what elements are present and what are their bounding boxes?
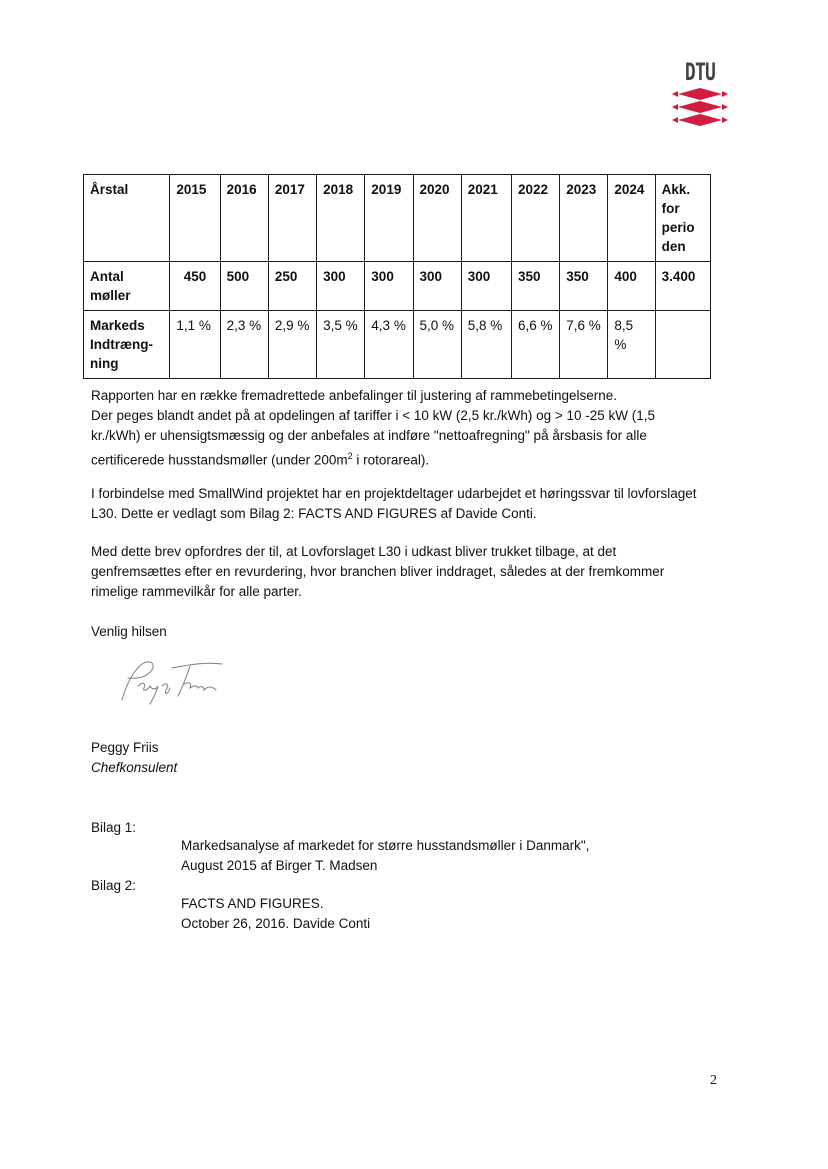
signer-name: Peggy Friis	[91, 740, 159, 755]
superscript: 2	[347, 451, 353, 461]
text-line: L30. Dette er vedlagt som Bilag 2: FACTS AND FIGURES af Davide Conti.	[91, 506, 537, 521]
table-header-cell: 2019	[365, 175, 413, 262]
table-cell	[655, 311, 710, 379]
closing-text: Venlig hilsen	[91, 624, 167, 639]
table-header-cell: 2017	[268, 175, 316, 262]
table-header-cell: 2016	[220, 175, 268, 262]
text-line: Rapporten har en række fremadrettede anbefalinger til justering af rammebetingelserne.	[91, 388, 618, 403]
table-cell: 300	[461, 262, 511, 311]
table-cell: 5,0 %	[413, 311, 461, 379]
turbine-table	[83, 174, 711, 379]
text-line: October 26, 2016. Davide Conti	[181, 916, 371, 931]
signer-title: Chefkonsulent	[91, 760, 178, 775]
table-cell: 300	[317, 262, 365, 311]
table-header-cell: 2023	[560, 175, 608, 262]
table-header-cell: 2024	[608, 175, 655, 262]
table-cell: 450	[170, 262, 220, 311]
table-cell: 6,6 %	[511, 311, 559, 379]
attachment-1	[181, 836, 589, 876]
text-line: August 2015 af Birger T. Madsen	[181, 858, 378, 873]
table-cell: 300	[413, 262, 461, 311]
text-line: I forbindelse med SmallWind projektet har en projektdeltager udarbejdet et høringssvar til lovforslaget	[91, 486, 697, 501]
text-line: Markedsanalyse af markedet for større husstandsmøller i Danmark",	[181, 838, 590, 853]
table-cell: 350	[560, 262, 608, 311]
dtu-logo	[672, 58, 728, 128]
paragraph-smallwind	[91, 484, 731, 524]
signer-block	[91, 738, 731, 778]
table-row	[84, 311, 711, 379]
table-cell: 3.400	[655, 262, 710, 311]
table-cell: 8,5 %	[608, 311, 655, 379]
table-cell: 250	[268, 262, 316, 311]
text-fragment: i rotorareal).	[352, 452, 430, 468]
table-cell: 350	[511, 262, 559, 311]
text-line: Med dette brev opfordres der til, at Lovforslaget L30 i udkast bliver trukket tilbage, at det	[91, 544, 617, 559]
logo-mark-icon	[672, 88, 728, 128]
table-header-row	[84, 175, 711, 262]
logo-text: DTU	[684, 58, 716, 86]
page-number: 2	[710, 1073, 717, 1088]
table-cell: 300	[365, 262, 413, 311]
paragraph-recommendations	[91, 386, 731, 471]
text-line: kr./kWh) er uhensigtsmæssig og der anbefales at indføre "nettoafregning" på årsbasis for alle	[91, 428, 647, 443]
table-header-cell: Akk. for perio den	[655, 175, 710, 262]
table-cell: 2,9 %	[268, 311, 316, 379]
table-header-cell: 2021	[461, 175, 511, 262]
table-cell: 4,3 %	[365, 311, 413, 379]
table-header-cell: 2018	[317, 175, 365, 262]
table-header-cell: 2020	[413, 175, 461, 262]
paragraph-request	[91, 542, 731, 602]
table-row	[84, 262, 711, 311]
text-line: rimelige rammevilkår for alle parter.	[91, 584, 302, 599]
attachment-label-1: Bilag 1:	[91, 820, 137, 835]
table-header-cell: 2022	[511, 175, 559, 262]
attachment-label-2: Bilag 2:	[91, 878, 137, 893]
text-line	[91, 446, 731, 471]
table-cell: 5,8 %	[461, 311, 511, 379]
attachment-2	[181, 894, 370, 934]
table-cell: Markeds Indtræng-ning	[84, 311, 170, 379]
text-line: FACTS AND FIGURES.	[181, 896, 324, 911]
text-line: Der peges blandt andet på at opdelingen af tariffer i < 10 kW (2,5 kr./kWh) og > 10 -25 kW (1,5	[91, 408, 656, 423]
table-cell: 500	[220, 262, 268, 311]
table-cell: Antal møller	[84, 262, 170, 311]
table-header-cell: Årstal	[84, 175, 170, 262]
table-cell: 400	[608, 262, 655, 311]
table-cell: 1,1 %	[170, 311, 220, 379]
table-header-cell: 2015	[170, 175, 220, 262]
table-cell: 2,3 %	[220, 311, 268, 379]
table-cell: 7,6 %	[560, 311, 608, 379]
text-fragment: certificerede husstandsmøller (under 200m	[91, 452, 348, 468]
text-line: genfremsættes efter en revurdering, hvor branchen bliver inddraget, således at der fremkommer	[91, 564, 665, 579]
handwritten-signature	[112, 656, 232, 706]
table-cell: 3,5 %	[317, 311, 365, 379]
